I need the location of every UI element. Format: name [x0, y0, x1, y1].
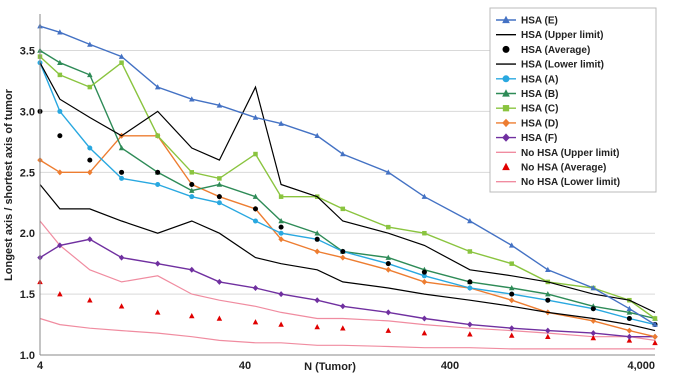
legend-label: HSA (F) [521, 133, 558, 145]
data-point [341, 207, 346, 212]
data-point [189, 194, 194, 199]
data-point [217, 176, 222, 181]
data-point [545, 298, 550, 303]
legend-marker [503, 46, 510, 53]
y-axis-title: Longest axis / shortest axis of tumor [3, 89, 15, 281]
data-point [119, 176, 124, 181]
legend-label: HSA (D) [521, 118, 559, 130]
legend-label: HSA (Upper limit) [521, 30, 604, 42]
legend-label: HSA (Lower limit) [521, 59, 604, 71]
data-point [467, 286, 472, 291]
data-point [253, 206, 258, 211]
data-point [467, 279, 472, 284]
data-point [217, 200, 222, 205]
data-point [119, 60, 124, 65]
data-point [57, 109, 62, 114]
data-point [87, 145, 92, 150]
data-point [253, 219, 258, 224]
legend [490, 8, 656, 192]
data-point [422, 231, 427, 236]
legend-label: HSA (C) [521, 103, 559, 115]
legend-marker [503, 105, 509, 111]
data-point [591, 306, 596, 311]
x-tick-label: 400 [440, 360, 460, 372]
data-point [468, 249, 473, 254]
data-point [57, 133, 62, 138]
data-point [386, 225, 391, 230]
data-point [119, 170, 124, 175]
legend-label: No HSA (Lower limit) [521, 177, 621, 189]
data-point [422, 270, 427, 275]
y-tick-label: 1.5 [19, 289, 35, 302]
data-point [189, 182, 194, 187]
data-point [87, 158, 92, 163]
legend-label: No HSA (Upper limit) [521, 147, 620, 159]
data-point [58, 73, 63, 78]
data-point [279, 231, 284, 236]
data-point [509, 292, 514, 297]
data-point [88, 85, 93, 90]
data-point [155, 182, 160, 187]
legend-label: HSA (A) [521, 74, 559, 86]
data-point [190, 170, 195, 175]
legend-marker [503, 75, 510, 82]
data-point [253, 152, 258, 157]
data-point [155, 134, 160, 139]
data-point [217, 194, 222, 199]
data-point [279, 225, 284, 230]
y-tick-label: 1.0 [19, 350, 35, 362]
legend-label: No HSA (Average) [521, 162, 607, 174]
x-tick-label: 40 [238, 360, 252, 372]
y-tick-label: 2.0 [19, 228, 35, 241]
data-point [386, 261, 391, 266]
y-tick-label: 3.5 [19, 45, 35, 58]
legend-label: HSA (Average) [521, 44, 591, 56]
data-point [340, 249, 345, 254]
data-point [653, 316, 658, 321]
data-point [315, 237, 320, 242]
data-point [279, 194, 284, 199]
data-point [509, 261, 514, 266]
data-point [627, 316, 632, 321]
x-tick-label: 4,000 [627, 360, 655, 372]
x-tick-label: 4 [36, 360, 44, 372]
legend-label: HSA (E) [521, 15, 558, 27]
x-axis-title: N (Tumor) [304, 361, 356, 373]
data-point [155, 170, 160, 175]
legend-label: HSA (B) [521, 89, 559, 100]
y-tick-label: 2.5 [19, 167, 35, 180]
y-tick-label: 3.0 [19, 106, 35, 119]
